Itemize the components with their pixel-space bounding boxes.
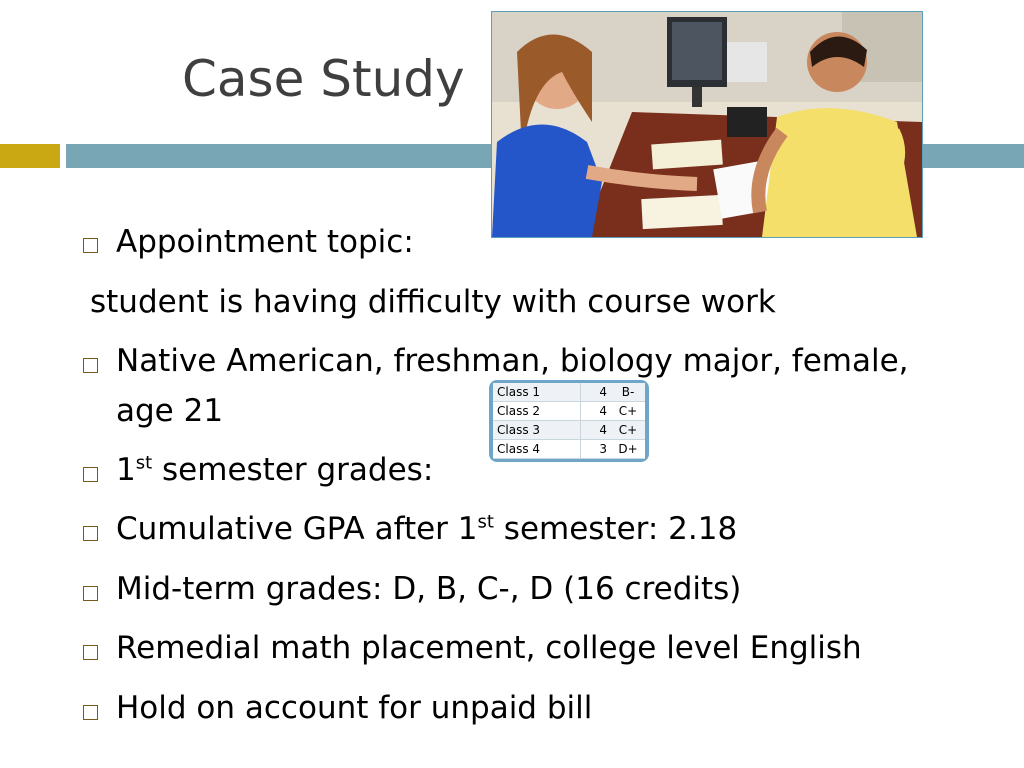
student-profile-line-1: Native American, freshman, biology major, female,: [116, 343, 909, 379]
table-row: [493, 383, 645, 402]
class-name-cell: Class 2: [493, 402, 581, 421]
credits-cell: 4: [581, 383, 612, 402]
grade-cell: C+: [611, 421, 645, 440]
bullet-cumulative-gpa: [116, 511, 737, 548]
semester-grades-text: semester grades:: [152, 452, 434, 488]
bullet-box-icon: [83, 467, 98, 482]
bullet-box-icon: [83, 358, 98, 373]
gpa-text-start: Cumulative GPA after 1: [116, 511, 478, 547]
credits-cell: 4: [581, 421, 612, 440]
credits-cell: 3: [581, 440, 612, 459]
bullet-box-icon: [83, 238, 98, 253]
advising-photo: [491, 11, 923, 238]
gpa-ordinal: st: [477, 511, 494, 533]
bullet-midterm-grades: Mid-term grades: D, B, C-, D (16 credits): [116, 571, 742, 607]
grade-cell: C+: [611, 402, 645, 421]
appointment-topic-detail: student is having difficulty with course work: [90, 284, 776, 320]
bullet-box-icon: [83, 526, 98, 541]
table-row: [493, 402, 645, 421]
accent-bar-gold: [0, 144, 60, 168]
class-name-cell: Class 3: [493, 421, 581, 440]
gpa-text-end: semester: 2.18: [493, 511, 738, 547]
bullet-student-profile: [116, 343, 909, 380]
bullet-placement: Remedial math placement, college level English: [116, 630, 862, 666]
grade-cell: B-: [611, 383, 645, 402]
table-row: [493, 440, 645, 459]
semester-grades-number: 1: [116, 452, 136, 488]
bullet-semester-grades: [116, 452, 433, 489]
student-profile-line-2: age 21: [116, 393, 224, 429]
table-row: [493, 421, 645, 440]
bullet-box-icon: [83, 586, 98, 601]
class-name-cell: Class 4: [493, 440, 581, 459]
semester-grades-ordinal: st: [135, 452, 153, 474]
bullet-account-hold: Hold on account for unpaid bill: [116, 690, 593, 726]
slide-title: Case Study: [182, 50, 465, 108]
credits-cell: 4: [581, 402, 612, 421]
bullet-box-icon: [83, 705, 98, 720]
bullet-box-icon: [83, 645, 98, 660]
bullet-appointment-topic: Appointment topic:: [116, 224, 414, 260]
semester-grades-table: [489, 380, 649, 462]
class-name-cell: Class 1: [493, 383, 581, 402]
grade-cell: D+: [611, 440, 645, 459]
